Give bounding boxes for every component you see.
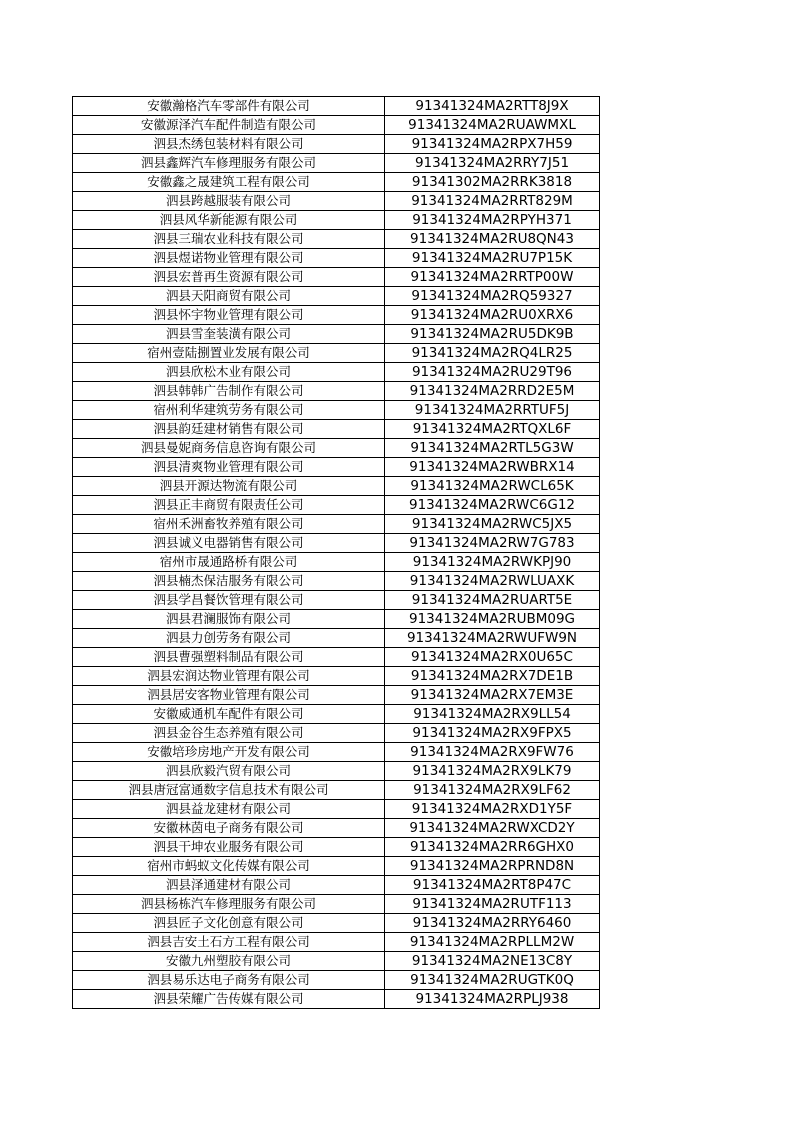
credit-code-cell: 91341324MA2RRY6460 [385,914,600,933]
credit-code-cell: 91341324MA2RWXCD2Y [385,819,600,838]
company-table [72,96,600,1009]
table-row [73,458,600,477]
table-row [73,819,600,838]
company-name-cell: 安徽林茵电子商务有限公司 [73,819,385,838]
company-name-cell: 泗县杰绣包装材料有限公司 [73,135,385,154]
company-name-cell: 泗县鑫辉汽车修理服务有限公司 [73,154,385,173]
table-row [73,914,600,933]
company-name-cell: 泗县益龙建材有限公司 [73,800,385,819]
credit-code-cell: 91341324MA2RWBRX14 [385,458,600,477]
table-row [73,496,600,515]
company-name-cell: 泗县欣毅汽贸有限公司 [73,762,385,781]
table-row [73,572,600,591]
table-row [73,762,600,781]
table-row [73,116,600,135]
credit-code-cell: 91341324MA2RU8QN43 [385,230,600,249]
table-row [73,610,600,629]
credit-code-cell: 91341324MA2RWUFW9N [385,629,600,648]
credit-code-cell: 91341324MA2RX0U65C [385,648,600,667]
company-name-cell: 泗县君澜服饰有限公司 [73,610,385,629]
company-name-cell: 泗县匠子文化创意有限公司 [73,914,385,933]
company-name-cell: 宿州市蚂蚁文化传媒有限公司 [73,857,385,876]
table-row [73,724,600,743]
table-row [73,477,600,496]
table-row [73,439,600,458]
company-name-cell: 泗县吉安土石方工程有限公司 [73,933,385,952]
table-row [73,952,600,971]
table-row [73,325,600,344]
company-name-cell: 泗县金谷生态养殖有限公司 [73,724,385,743]
table-row [73,971,600,990]
table-row [73,686,600,705]
table-row [73,933,600,952]
company-name-cell: 泗县雪奎装潢有限公司 [73,325,385,344]
table-row [73,838,600,857]
credit-code-cell: 91341324MA2RU29T96 [385,363,600,382]
company-name-cell: 安徽九州塑胶有限公司 [73,952,385,971]
table-row [73,895,600,914]
company-name-cell: 泗县力创劳务有限公司 [73,629,385,648]
credit-code-cell: 91341324MA2RPX7H59 [385,135,600,154]
company-name-cell: 安徽培珍房地产开发有限公司 [73,743,385,762]
table-row [73,743,600,762]
company-name-cell: 泗县宏普再生资源有限公司 [73,268,385,287]
table-row [73,268,600,287]
company-name-cell: 宿州禾洲畜牧养殖有限公司 [73,515,385,534]
company-name-cell: 泗县怀宇物业管理有限公司 [73,306,385,325]
table-row [73,781,600,800]
company-name-cell: 泗县韵廷建材销售有限公司 [73,420,385,439]
company-name-cell: 宿州利华建筑劳务有限公司 [73,401,385,420]
company-name-cell: 泗县煜诺物业管理有限公司 [73,249,385,268]
company-name-cell: 泗县诚义电器销售有限公司 [73,534,385,553]
company-name-cell: 泗县居安客物业管理有限公司 [73,686,385,705]
credit-code-cell: 91341324MA2RTT8J9X [385,97,600,116]
credit-code-cell: 91341324MA2RX9LL54 [385,705,600,724]
credit-code-cell: 91341324MA2RQ59327 [385,287,600,306]
table-row [73,154,600,173]
credit-code-cell: 91341324MA2RX9LK79 [385,762,600,781]
table-row [73,344,600,363]
credit-code-cell: 91341324MA2RPRND8N [385,857,600,876]
credit-code-cell: 91341324MA2RU5DK9B [385,325,600,344]
company-name-cell: 泗县三瑞农业科技有限公司 [73,230,385,249]
table-row [73,382,600,401]
credit-code-cell: 91341324MA2RRT829M [385,192,600,211]
credit-code-cell: 91341324MA2RUTF113 [385,895,600,914]
company-name-cell: 泗县荣耀广告传媒有限公司 [73,990,385,1009]
company-name-cell: 泗县宏润达物业管理有限公司 [73,667,385,686]
company-name-cell: 宿州壹陆捌置业发展有限公司 [73,344,385,363]
company-name-cell: 泗县开源达物流有限公司 [73,477,385,496]
table-row [73,211,600,230]
credit-code-cell: 91341324MA2RQ4LR25 [385,344,600,363]
credit-code-cell: 91341324MA2RUGTK0Q [385,971,600,990]
table-row [73,287,600,306]
company-name-cell: 泗县正丰商贸有限责任公司 [73,496,385,515]
credit-code-cell: 91341324MA2RPYH371 [385,211,600,230]
company-name-cell: 泗县天阳商贸有限公司 [73,287,385,306]
company-name-cell: 泗县韩韩广告制作有限公司 [73,382,385,401]
table-row [73,192,600,211]
credit-code-cell: 91341324MA2RUBM09G [385,610,600,629]
credit-code-cell: 91341324MA2RPLLM2W [385,933,600,952]
credit-code-cell: 91341324MA2RWLUAXK [385,572,600,591]
company-name-cell: 泗县杨栋汽车修理服务有限公司 [73,895,385,914]
table-row [73,629,600,648]
credit-code-cell: 91341324MA2RWKPJ90 [385,553,600,572]
credit-code-cell: 91341324MA2RU0XRX6 [385,306,600,325]
company-name-cell: 泗县曼妮商务信息咨询有限公司 [73,439,385,458]
credit-code-cell: 91341324MA2RXD1Y5F [385,800,600,819]
company-name-cell: 安徽源泽汽车配件制造有限公司 [73,116,385,135]
table-row [73,990,600,1009]
company-name-cell: 泗县唐冠富通数字信息技术有限公司 [73,781,385,800]
company-name-cell: 安徽瀚格汽车零部件有限公司 [73,97,385,116]
credit-code-cell: 91341324MA2RRY7J51 [385,154,600,173]
table-row [73,173,600,192]
credit-code-cell: 91341324MA2RX9LF62 [385,781,600,800]
credit-code-cell: 91341324MA2RX7EM3E [385,686,600,705]
table-body [73,97,600,1009]
table-row [73,97,600,116]
credit-code-cell: 91341324MA2RR6GHX0 [385,838,600,857]
table-row [73,420,600,439]
credit-code-cell: 91341302MA2RRK3818 [385,173,600,192]
credit-code-cell: 91341324MA2RX7DE1B [385,667,600,686]
credit-code-cell: 91341324MA2RRTP00W [385,268,600,287]
table-row [73,876,600,895]
table-row [73,705,600,724]
credit-code-cell: 91341324MA2RUAWMXL [385,116,600,135]
credit-code-cell: 91341324MA2RRD2E5M [385,382,600,401]
table-row [73,230,600,249]
table-row [73,648,600,667]
table-row [73,591,600,610]
credit-code-cell: 91341324MA2RWC6G12 [385,496,600,515]
company-name-cell: 泗县易乐达电子商务有限公司 [73,971,385,990]
company-name-cell: 泗县清爽物业管理有限公司 [73,458,385,477]
table-row [73,800,600,819]
table-row [73,249,600,268]
credit-code-cell: 91341324MA2RRTUF5J [385,401,600,420]
table-row [73,667,600,686]
company-name-cell: 泗县欣松木业有限公司 [73,363,385,382]
company-name-cell: 安徽威通机车配件有限公司 [73,705,385,724]
credit-code-cell: 91341324MA2RWCL65K [385,477,600,496]
table-row [73,363,600,382]
company-name-cell: 泗县楠杰保洁服务有限公司 [73,572,385,591]
credit-code-cell: 91341324MA2RU7P15K [385,249,600,268]
credit-code-cell: 91341324MA2RW7G783 [385,534,600,553]
company-name-cell: 安徽鑫之晟建筑工程有限公司 [73,173,385,192]
credit-code-cell: 91341324MA2RTQXL6F [385,420,600,439]
company-name-cell: 泗县泽通建材有限公司 [73,876,385,895]
table-row [73,515,600,534]
table-row [73,135,600,154]
credit-code-cell: 91341324MA2RUART5E [385,591,600,610]
table-row [73,534,600,553]
credit-code-cell: 91341324MA2RWC5JX5 [385,515,600,534]
company-name-cell: 泗县学昌餐饮管理有限公司 [73,591,385,610]
company-name-cell: 泗县跨越服装有限公司 [73,192,385,211]
credit-code-cell: 91341324MA2RX9FPX5 [385,724,600,743]
credit-code-cell: 91341324MA2RT8P47C [385,876,600,895]
company-name-cell: 宿州市晟通路桥有限公司 [73,553,385,572]
company-name-cell: 泗县干坤农业服务有限公司 [73,838,385,857]
table-row [73,401,600,420]
credit-code-cell: 91341324MA2RTL5G3W [385,439,600,458]
credit-code-cell: 91341324MA2NE13C8Y [385,952,600,971]
table-row [73,553,600,572]
credit-code-cell: 91341324MA2RX9FW76 [385,743,600,762]
credit-code-cell: 91341324MA2RPLJ938 [385,990,600,1009]
table-row [73,306,600,325]
table-row [73,857,600,876]
company-name-cell: 泗县风华新能源有限公司 [73,211,385,230]
company-name-cell: 泗县曹强塑料制品有限公司 [73,648,385,667]
